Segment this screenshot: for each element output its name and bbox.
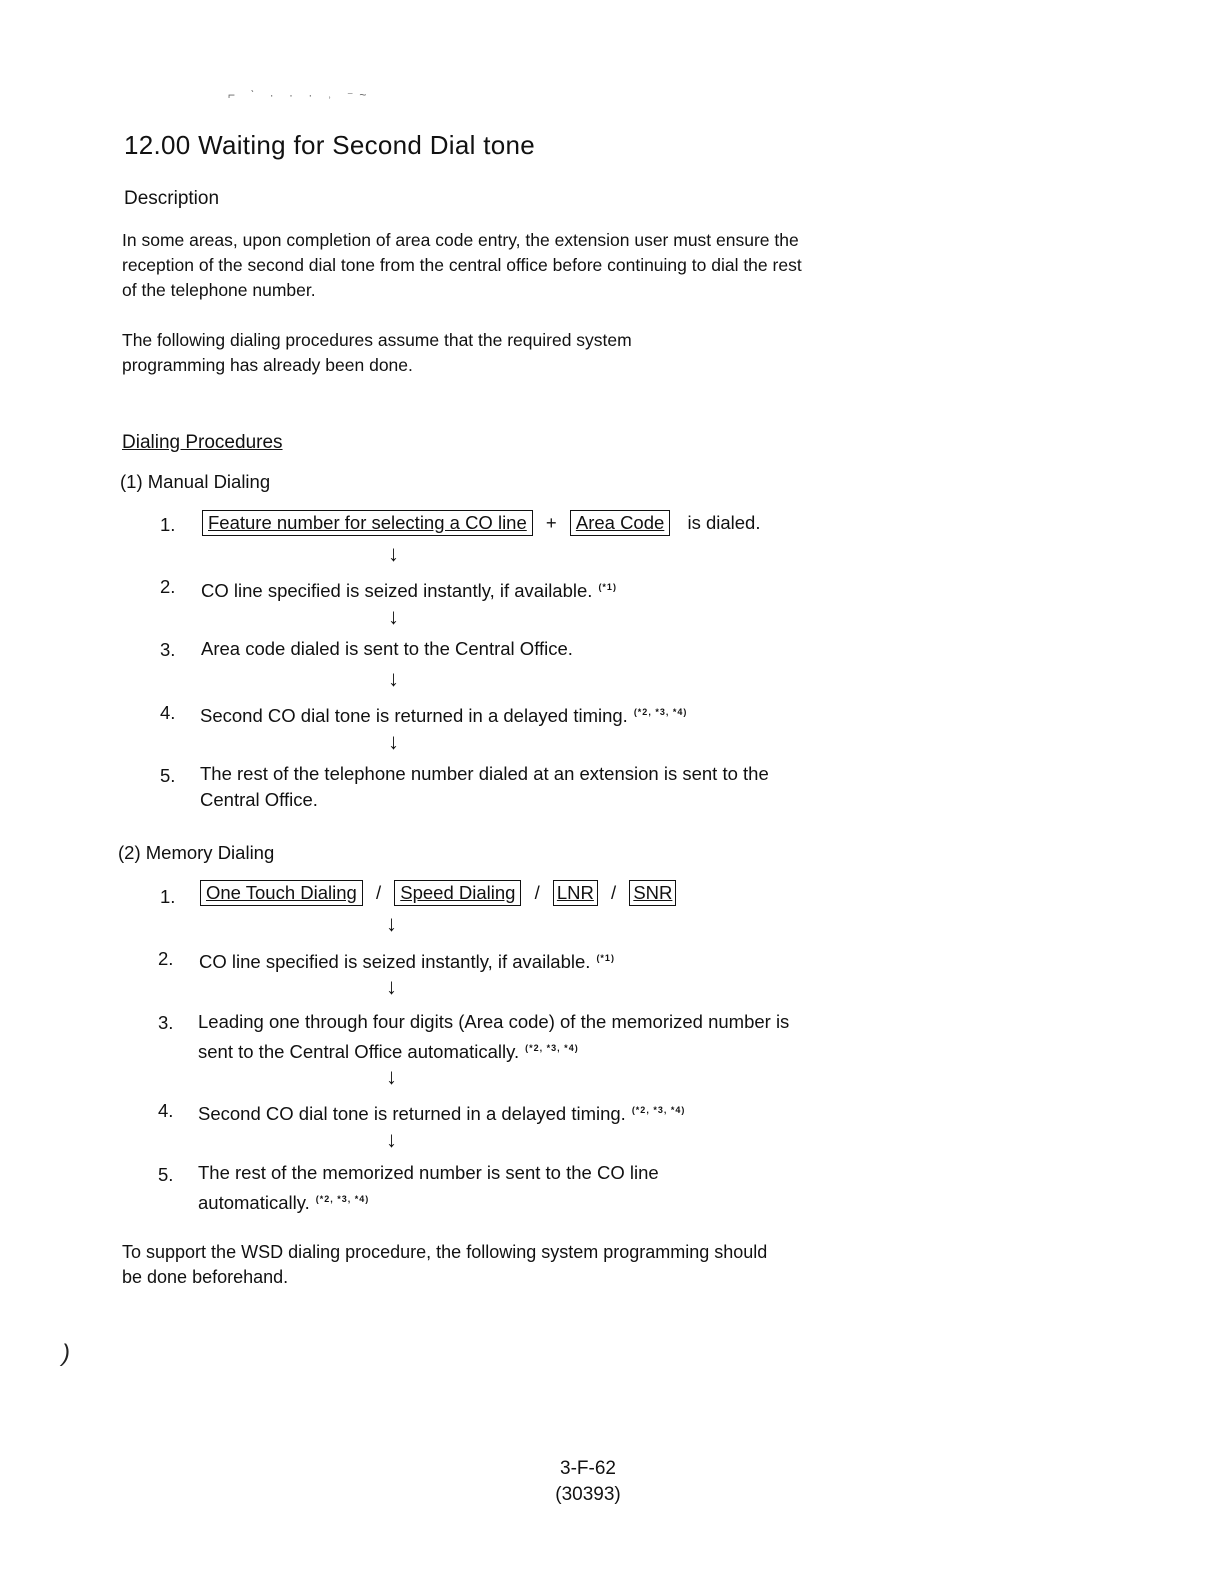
- assumption-paragraph: The following dialing procedures assume that the required system programming has already been done.: [122, 330, 632, 375]
- slash-separator: /: [611, 882, 617, 903]
- step-number: 1.: [160, 886, 176, 907]
- memory-step-5: [198, 1160, 738, 1216]
- step-number: 4.: [160, 702, 176, 723]
- area-code-box: Area Code: [570, 510, 670, 536]
- step-text: CO line specified is seized instantly, if available.: [199, 951, 591, 973]
- section-title: 12.00 Waiting for Second Dial tone: [124, 130, 536, 160]
- flow-arrow: ↓: [388, 604, 399, 629]
- step-text: CO line specified is seized instantly, if available.: [201, 580, 593, 602]
- step-number: 3.: [160, 639, 176, 660]
- manual-step-5: [200, 761, 800, 813]
- lnr-box: LNR: [553, 880, 598, 906]
- margin-mark: ): [62, 1340, 70, 1367]
- description-heading: Description: [124, 188, 220, 209]
- page-number: 3-F-62: [560, 1458, 616, 1479]
- flow-arrow: ↓: [388, 541, 399, 566]
- footnote-ref: (*2, *3, *4): [315, 1194, 370, 1204]
- memory-step-3: [198, 1009, 798, 1065]
- page-footer: [488, 1456, 688, 1508]
- snr-box: SNR: [629, 880, 676, 906]
- manual-step-2: [201, 574, 617, 604]
- flow-arrow: ↓: [388, 729, 399, 754]
- slash-separator: /: [375, 882, 382, 903]
- step-text: Second CO dial tone is returned in a delayed timing.: [198, 1103, 626, 1125]
- step-text: The rest of the memorized number is sent to the CO line automatically.: [198, 1162, 659, 1214]
- speed-dialing-box: Speed Dialing: [394, 880, 521, 906]
- step-number: 2.: [158, 948, 174, 969]
- memory-step-2: [199, 945, 615, 975]
- memory-step-4: [198, 1097, 685, 1127]
- footnote-ref: (*1): [598, 582, 617, 592]
- memory-step-1: [200, 880, 676, 906]
- footnote-ref: (*2, *3, *4): [633, 707, 688, 717]
- step-text: Leading one through four digits (Area code) of the memorized number is sent to the Central Office automatically.: [198, 1011, 790, 1063]
- manual-dialing-heading: (1) Manual Dialing: [120, 471, 271, 492]
- step-number: 5.: [160, 765, 176, 786]
- step-text: The rest of the telephone number dialed at an extension is sent to the Central Office.: [200, 763, 769, 810]
- manual-step-3: [201, 636, 573, 662]
- scan-artifact: ⌐ ˋ · · · ˒ ⁻~: [228, 88, 373, 102]
- one-touch-dialing-box: One Touch Dialing: [200, 880, 363, 906]
- flow-arrow: ↓: [386, 911, 397, 936]
- manual-step-4: [200, 699, 687, 729]
- footnote-ref: (*2, *3, *4): [525, 1043, 579, 1053]
- footnote-ref: (*2, *3, *4): [631, 1105, 686, 1115]
- step-text: Second CO dial tone is returned in a delayed timing.: [200, 705, 628, 727]
- document-code: (30393): [555, 1484, 621, 1505]
- flow-arrow: ↓: [388, 666, 399, 691]
- step-text: is dialed.: [687, 512, 761, 533]
- step-number: 1.: [160, 514, 176, 535]
- step-number: 2.: [160, 576, 176, 597]
- dialing-procedures-heading: Dialing Procedures: [122, 432, 283, 453]
- step-number: 3.: [158, 1012, 174, 1033]
- step-number: 5.: [158, 1164, 174, 1185]
- closing-paragraph: To support the WSD dialing procedure, the following system programming should be done beforehand.: [122, 1242, 768, 1287]
- flow-arrow: ↓: [386, 974, 397, 999]
- description-paragraph: In some areas, upon completion of area code entry, the extension user must ensure the reception of the second dial tone from the central office before continuing to dial the rest of the telephone number.: [122, 230, 802, 300]
- feature-number-box: Feature number for selecting a CO line: [202, 510, 533, 536]
- flow-arrow: ↓: [386, 1064, 397, 1089]
- flow-arrow: ↓: [386, 1127, 397, 1152]
- manual-step-1: [202, 510, 760, 536]
- plus-sign: +: [545, 512, 557, 533]
- memory-dialing-heading: (2) Memory Dialing: [118, 842, 275, 863]
- step-number: 4.: [158, 1100, 174, 1121]
- step-text: Area code dialed is sent to the Central Office.: [201, 638, 573, 659]
- slash-separator: /: [534, 882, 540, 903]
- footnote-ref: (*1): [596, 953, 615, 963]
